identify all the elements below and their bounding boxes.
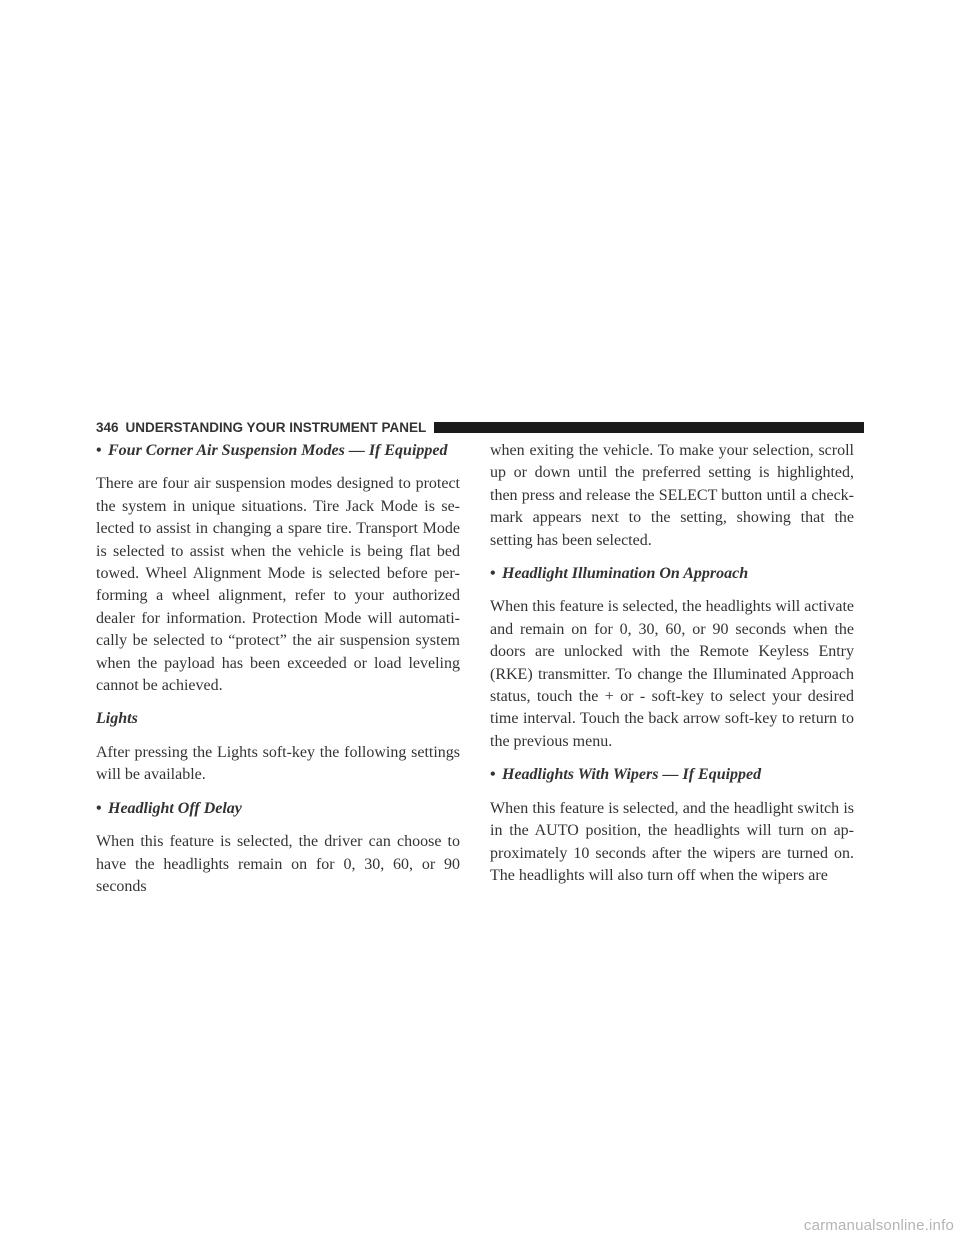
page-header bbox=[96, 420, 864, 434]
header-rule bbox=[434, 422, 864, 433]
bullet-heading-headlight-off-delay bbox=[96, 798, 460, 820]
paragraph-continued: when exiting the vehicle. To make your selection, scroll up or down until the preferred setting is highlighted, then press and release the SELECT button until a checkmark appears next to the setting, showing that the setting has been selected. bbox=[490, 442, 854, 549]
bullet-dot: • bbox=[96, 442, 102, 459]
bullet-dot: • bbox=[96, 799, 102, 817]
bullet-text: Headlights With Wipers — If Equipped bbox=[502, 766, 762, 784]
bullet-text: Headlight Off Delay bbox=[108, 799, 242, 817]
paragraph-illumination-approach: When this feature is selected, the headlights will activate and remain on for 0, 30, 60, or 90 seconds when the doors are unlocked with the Remote Keyless Entry (RKE) transmitter. To change the Illuminated Approach status, touch the + or - soft-key to select your desired time interval. Touch the back arrow soft-key to return to the previous menu. bbox=[490, 598, 854, 750]
section-title: UNDERSTANDING YOUR INSTRUMENT PANEL bbox=[125, 419, 427, 435]
bullet-heading-headlights-wipers bbox=[490, 764, 854, 786]
paragraph-lights: After pressing the Lights soft-key the following settings will be available. bbox=[96, 743, 460, 784]
bullet-dot: • bbox=[490, 766, 496, 784]
paragraph-air-suspension: There are four air suspension modes designed to protect the system in unique situations. Tire Jack Mode is selected to assist in changing a spare tire. Transport Mode is selected to assist when the vehicle is being flat bed towed. Wheel Alignment Mode is selected before performing a wheel alignment, refer to your authorized dealer for information. Protection Mode will automatically be selected to “protect” the air suspension system when the payload has been exceeded or load leveling cannot be achieved. bbox=[96, 475, 460, 695]
bullet-heading-air-suspension bbox=[96, 440, 460, 462]
footer-watermark: carmanualsonline.info bbox=[803, 1217, 954, 1234]
bullet-dot: • bbox=[490, 565, 496, 583]
bullet-text: Four Corner Air Suspension Modes — If Equipped bbox=[108, 442, 448, 459]
right-column bbox=[490, 440, 854, 898]
paragraph-headlight-off-delay: When this feature is selected, the driver can choose to have the headlights remain on for 0, 30, 60, or 90 seconds bbox=[96, 833, 460, 895]
paragraph-headlights-wipers: When this feature is selected, and the headlight switch is in the AUTO position, the headlights will turn on approximately 10 seconds after the wipers are turned on. The headlights will also turn off when the wipers are bbox=[490, 799, 854, 884]
bullet-text: Headlight Illumination On Approach bbox=[502, 565, 749, 583]
page-number: 346 bbox=[96, 419, 119, 435]
subheading-lights: Lights bbox=[96, 710, 138, 728]
left-column bbox=[96, 440, 460, 909]
bullet-heading-illumination-approach bbox=[490, 563, 854, 585]
